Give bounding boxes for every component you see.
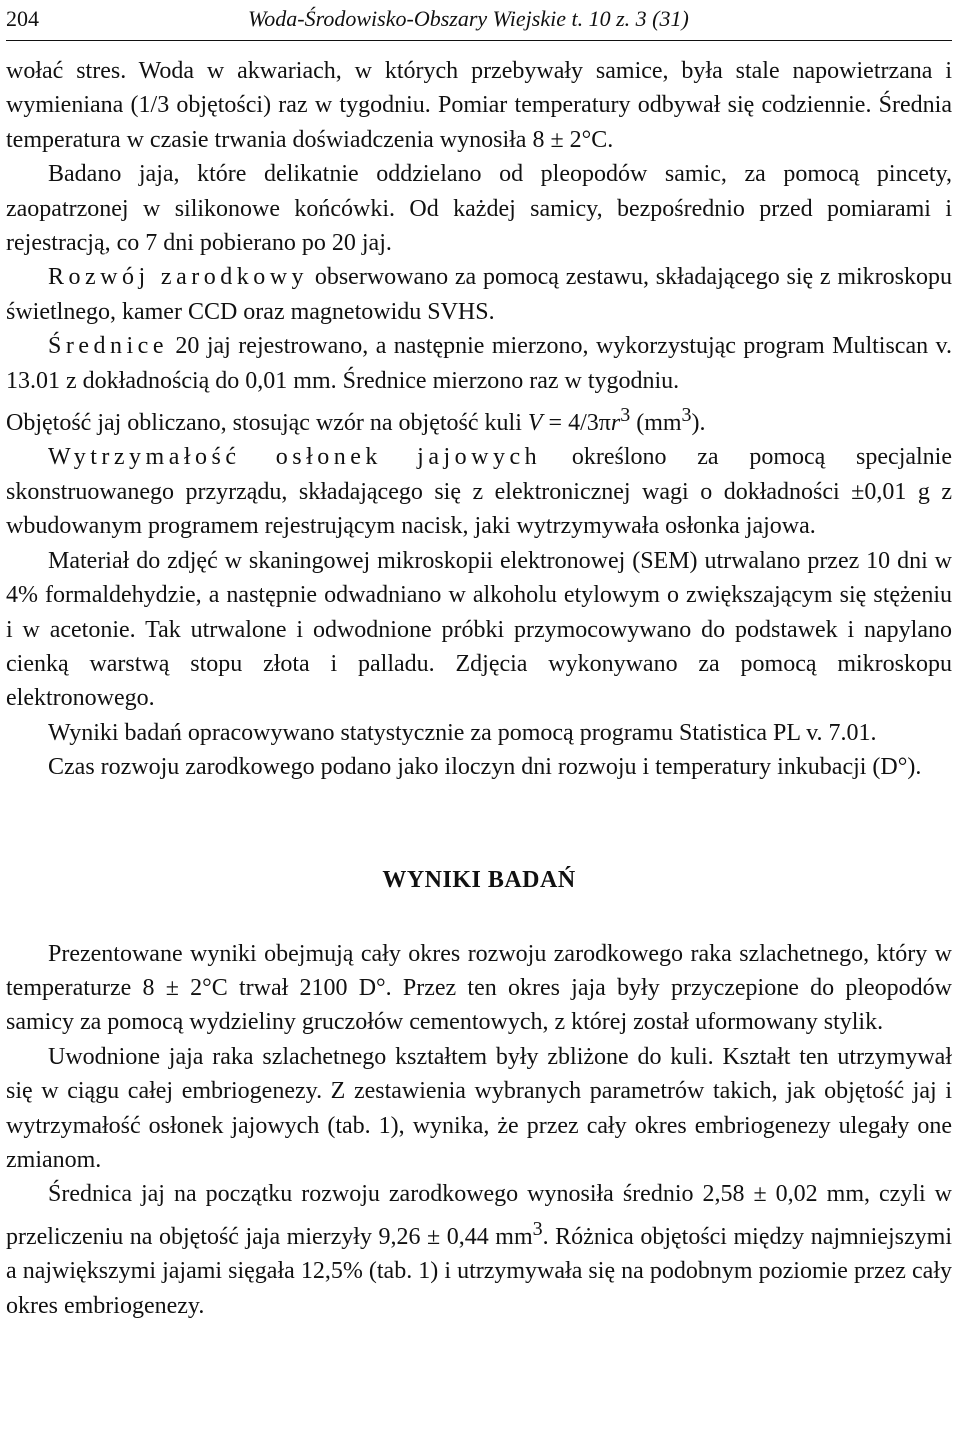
paragraph-text: Średnica jaj na początku rozwoju zarodkowego wynosiła średnio 2,58 ± 0,02 mm, czyli w przeliczeniu na objętość jaja mierzyły 9,26 ± 0,44 mm (6, 1181, 952, 1250)
header-rule (6, 40, 952, 41)
paragraph-4 (6, 329, 952, 440)
paragraph-11 (6, 1177, 952, 1323)
spaced-term: Średnice (48, 333, 168, 360)
journal-title: Woda-Środowisko-Obszary Wiejskie t. 10 z. 3 (31) (248, 6, 689, 31)
unit-exponent: 3 (532, 1217, 543, 1240)
paragraph-1: wołać stres. Woda w akwariach, w których przebywały samice, była stale napowietrzana i wymieniana (1/3 objętości) raz w tygodniu. Pomiar temperatury odbywał się codziennie. Średnia temperatura w czasie trwania doświadczenia wynosiła 8 ± 2°C. (6, 58, 952, 153)
paragraph-text: obserwowano za pomocą zestawu, składającego się z mikroskopu świetlnego, kamer CCD oraz magnetowidu SVHS. (6, 264, 952, 325)
formula-unit-exponent: 3 (681, 404, 692, 427)
formula-exponent: 3 (620, 404, 631, 427)
spaced-term: Wytrzymałość osłonek jajowych (48, 444, 542, 471)
paragraph-7: Wyniki badań opracowywano statystycznie za pomocą programu Statistica PL v. 7.01. (48, 719, 877, 746)
paragraph-3 (6, 260, 952, 329)
paragraph-6: Materiał do zdjęć w skaningowej mikroskopii elektronowej (SEM) utrwalano przez 10 dni w 4% formaldehydzie, a następnie odwadniano w alkoholu etylowym o zwiększającym się stężeniu i w acetonie. Tak utrwalone i odwodnione próbki przymocowywano do podstawek i napylano cienką warstwą stopu złota i palladu. Zdjęcia wykonywano za pomocą mikroskopu elektronowego. (6, 547, 952, 712)
formula-var-v: V (527, 410, 543, 437)
paragraph-text: 20 jaj rejestrowano, a następnie mierzono, wykorzystując program Multiscan v. 13.01 z dokładnością do 0,01 mm. Średnice mierzono raz w tygodniu. (6, 333, 952, 394)
paragraph-text: określono za pomocą specjalnie skonstruowanego przyrządu, składającego się z elektronicznej wagi o dokładności ±0,01 g z wbudowanym programem rejestrującym nacisk, jaki wytrzymywała osłonka jajowa. (6, 444, 953, 540)
spaced-term: Rozwój zarodkowy (48, 264, 309, 291)
page-number: 204 (6, 6, 39, 31)
article-body (6, 54, 952, 1323)
paragraph-10: Uwodnione jaja raka szlachetnego kształtem były zbliżone do kuli. Kształt ten utrzymywał się w ciągu całej embriogenezy. Z zestawienia wybranych parametrów takich, jak objętość jaj i wytrzymałość osłonek jajowych (tab. 1), wynika, że przez cały okres embriogenezy ulegały one zmianom. (6, 1043, 952, 1173)
section-heading: WYNIKI BADAŃ (382, 866, 576, 893)
formula-var-r: r (610, 410, 621, 437)
paragraph-5 (6, 440, 952, 543)
running-header (6, 6, 952, 40)
formula-text: Objętość jaj obliczano, stosując wzór na objętość kuli (6, 410, 528, 437)
paragraph-2: Badano jaja, które delikatnie oddzielano od pleopodów samic, za pomocą pincety, zaopatrzonej w silikonowe końcówki. Od każdej samicy, bezpośrednio przed pomiarami i rejestracją, co 7 dni pobierano po 20 jaj. (6, 161, 952, 257)
formula-text: ). (691, 410, 706, 437)
paragraph-8: Czas rozwoju zarodkowego podano jako iloczyn dni rozwoju i temperatury inkubacji (D°). (48, 754, 922, 781)
formula-text: = 4/3π (542, 410, 611, 437)
paragraph-9: Prezentowane wyniki obejmują cały okres rozwoju zarodkowego raka szlachetnego, który w temperaturze 8 ± 2°C trwał 2100 D°. Przez ten okres jaja były przyczepione do pleopodów samicy za pomocą wydzieliny gruczołów cementowych, z której został uformowany stylik. (6, 940, 952, 1036)
paragraph-text: . Różnica objętości między najmniejszymi a największymi jajami sięgała 12,5% (tab. 1) i utrzymywała się na podobnym poziomie przez cały okres embriogenezy. (6, 1223, 952, 1319)
formula-text: (mm (630, 410, 682, 437)
